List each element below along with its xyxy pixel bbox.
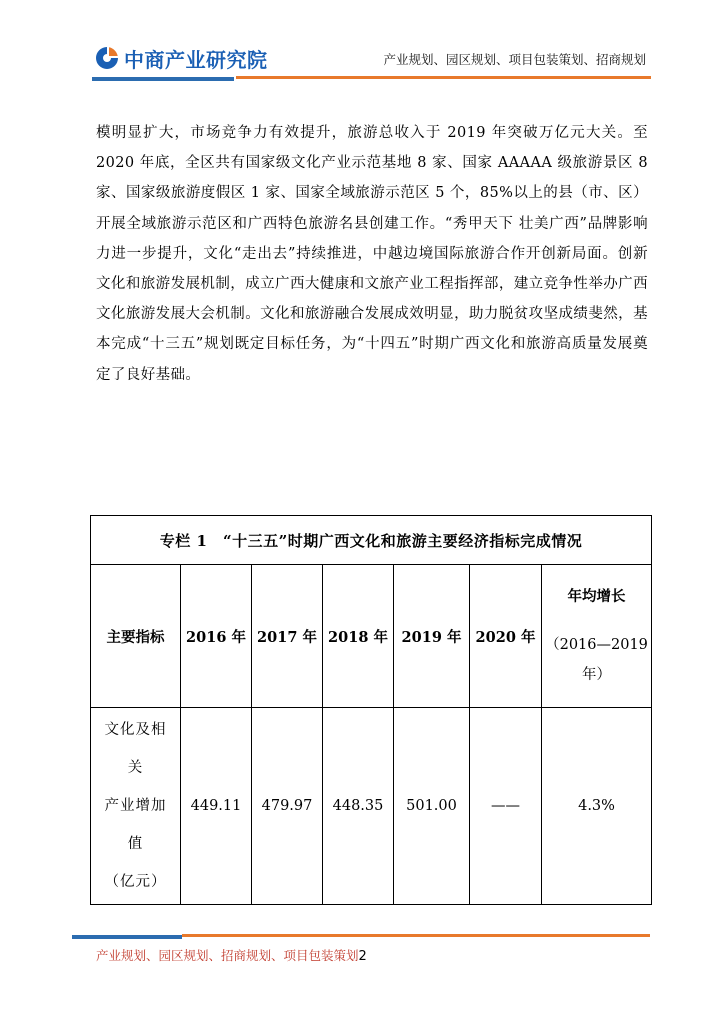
row-label-line: 关 (127, 760, 144, 776)
header-growth (542, 565, 652, 708)
footer (96, 946, 367, 964)
footer-divider-blue (72, 935, 182, 939)
row-label-line: （亿元） (104, 874, 167, 890)
footer-tagline: 产业规划、园区规划、招商规划、项目包装策划 (96, 948, 359, 963)
header-2016: 2016 年 (181, 565, 252, 708)
header-divider-orange (236, 76, 651, 79)
metrics-table (90, 515, 652, 905)
cell-2020: —— (470, 708, 542, 905)
body-paragraph: 模明显扩大，市场竞争力有效提升，旅游总收入于 2019 年突破万亿元大关。至 2020 年底，全区共有国家级文化产业示范基地 8 家、国家 AAAAA 级旅游景区 8 家、国家级旅游度假区 1 家、国家全域旅游示范区 5 个，85%以上的县（市、区）开展全域旅游示范区和广西特色旅游名县创建工作。“秀甲天下 壮美广西”品牌影响力进一步提升，文化“走出去”持续推进，中越边境国际旅游合作开创新局面。创新文化和旅游发展机制，成立广西大健康和文旅产业工程指挥部，建立竞争性举办广西文化旅游发展大会机制。文化和旅游融合发展成效明显，助力脱贫攻坚成绩斐然，基本完成“十三五”规划既定目标任务，为“十四五”时期广西文化和旅游高质量发展奠定了良好基础。 (96, 125, 648, 383)
header-2017: 2017 年 (252, 565, 323, 708)
cell-2016: 449.11 (181, 708, 252, 905)
header-growth-line1: 年均增长 (567, 588, 626, 605)
row-label-line: 产业增加 (104, 798, 167, 814)
page-number: 2 (358, 949, 367, 964)
company-logo-icon (94, 45, 120, 71)
logo-text: 中商产业研究院 (124, 47, 268, 72)
row-label-line: 值 (127, 836, 144, 852)
header-divider-blue (92, 77, 234, 81)
table-title: 专栏 1 “十三五”时期广西文化和旅游主要经济指标完成情况 (91, 516, 652, 565)
table-row (91, 708, 652, 905)
header-2020: 2020 年 (470, 565, 542, 708)
logo (94, 44, 268, 72)
body-text (96, 118, 648, 390)
cell-2017: 479.97 (252, 708, 323, 905)
header-2019: 2019 年 (394, 565, 470, 708)
header-tagline: 产业规划、园区规划、项目包装策划、招商规划 (383, 52, 646, 67)
footer-divider-orange (182, 934, 650, 937)
header-growth-line2: （2016—2019 (545, 637, 648, 653)
header-indicator: 主要指标 (91, 565, 181, 708)
row-label-line: 文化及相 (104, 722, 167, 738)
header-2018: 2018 年 (323, 565, 394, 708)
row-label (91, 708, 181, 905)
header-growth-line3: 年） (582, 667, 612, 683)
cell-2018: 448.35 (323, 708, 394, 905)
table-header-row (91, 565, 652, 708)
cell-2019: 501.00 (394, 708, 470, 905)
cell-growth: 4.3% (542, 708, 652, 905)
